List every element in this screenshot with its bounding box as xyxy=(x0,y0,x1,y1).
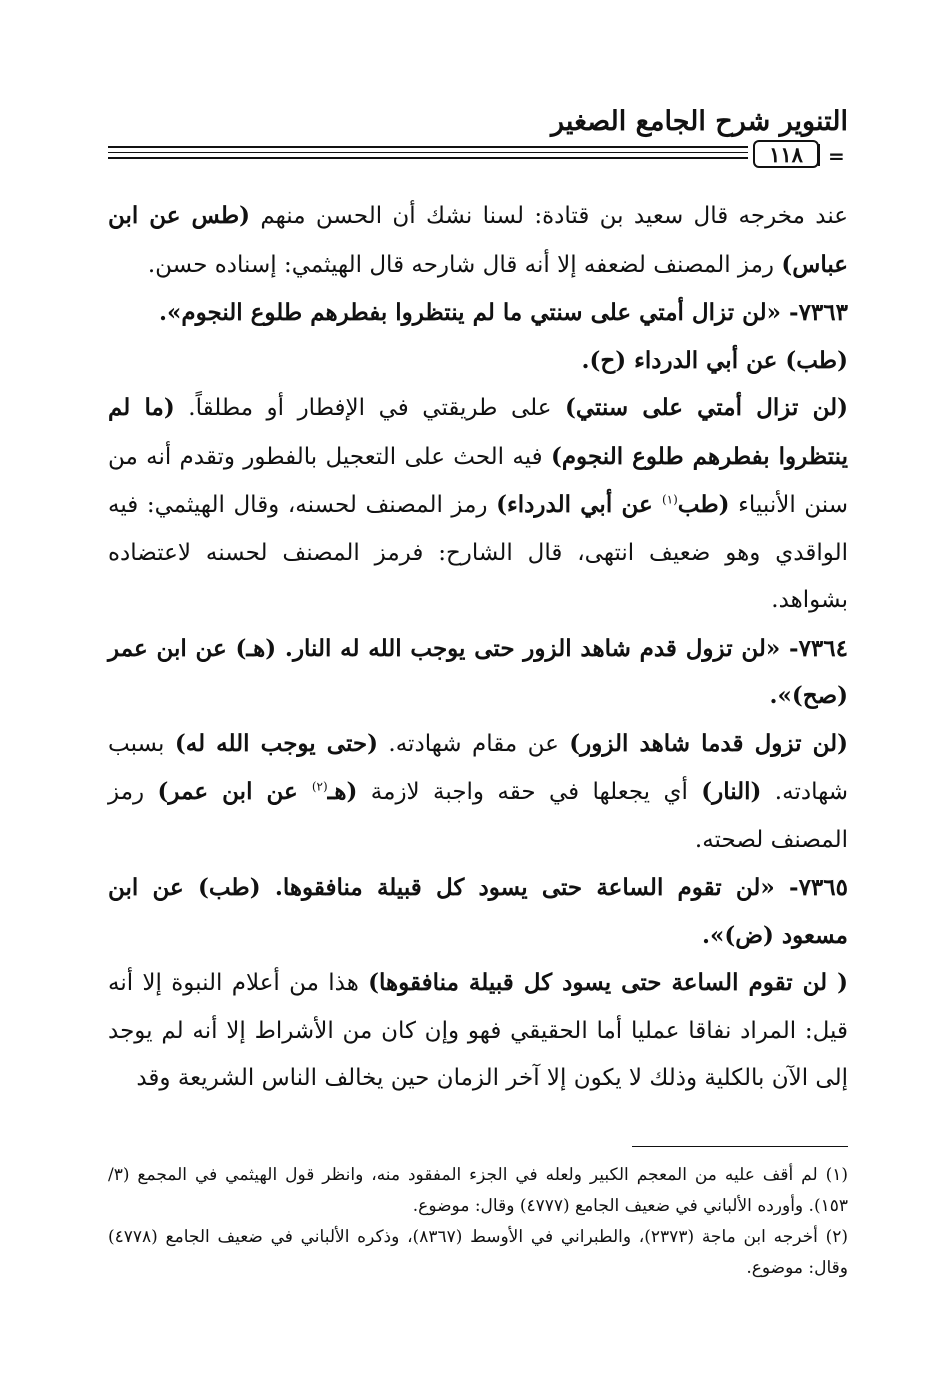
page-header xyxy=(108,96,848,176)
header-rule-line xyxy=(108,146,748,148)
hadith-7363: ٧٣٦٣- «لن تزال أمتي على سنتي ما لم ينتظروا بفطرهم طلوع النجوم». xyxy=(158,299,848,326)
header-end-mark-icon: = xyxy=(828,144,845,168)
page-number: ١١٨ xyxy=(753,140,819,168)
footnote: (٢) أخرجه ابن ماجة (٢٣٧٣)، والطبراني في الأوسط (٨٣٦٧)، وذكره الألباني في ضعيف الجامع (٤٧٧٨) وقال: موضوع. xyxy=(108,1227,848,1278)
main-text xyxy=(108,192,848,1103)
footnote: (١) لم أقف عليه من المعجم الكبير ولعله في الجزء المفقود منه، وانظر قول الهيثمي في المجمع (٣/ ١٥٣). وأورده الألباني في ضعيف الجامع (٤٧٧٧) وقال: موضوع. xyxy=(108,1165,848,1216)
footnote-separator xyxy=(632,1146,848,1147)
footnote-ref: (١) xyxy=(661,492,678,507)
footnotes xyxy=(108,1160,848,1284)
header-rule-line xyxy=(108,152,748,153)
paragraph: (لن تزال أمتي على سنتي) على طريقتي في الإفطار أو مطلقاً. (ما لم ينتظروا بفطرهم طلوع النجوم) فيه الحث على التعجيل بالفطور وتقدم أنه من سنن الأنبياء (طب$^{(١)}$ عن أبي الدرداء) رمز المصنف لحسنه، وقال الهيثمي: فيه الواقدي وهو ضعيف انتهى، قال الشارح: فرمز المصنف لحسنه لاعتضاده بشواهد. xyxy=(108,394,849,613)
header-rule xyxy=(108,140,848,170)
paragraph: ( لن تقوم الساعة حتى يسود كل قبيلة منافقوها) هذا من أعلام النبوة إلا أنه قيل: المراد نفاقا عمليا أما الحقيقي فهو وإن كان من الأشراط إلا أنه لم يوجد إلى الآن بالكلية وذلك لا يكون إلا آخر الزمان حين يخالف الناس الشريعة وقد xyxy=(108,969,848,1091)
paragraph: عند مخرجه قال سعيد بن قتادة: لسنا نشك أن الحسن منهم (طس عن ابن عباس) رمز المصنف لضعفه إلا أنه قال شارحه قال الهيثمي: إسناده حسن. xyxy=(108,202,848,278)
footnote-ref: (٢) xyxy=(311,779,328,794)
hadith-7365: ٧٣٦٥- «لن تقوم الساعة حتى يسود كل قبيلة منافقوها. (طب) عن ابن مسعود (ض)». xyxy=(108,874,848,949)
paragraph: (لن تزول قدما شاهد الزور) عن مقام شهادته. (حتى يوجب الله له) بسبب شهادته. (النار) أي يجعلها في حقه واجبة لازمة (هـ$^{(٢)}$ عن ابن عمر) رمز المصنف لصحته. xyxy=(108,729,848,853)
book-title: التنوير شرح الجامع الصغير xyxy=(551,106,848,137)
hadith-7363-source: (طب) عن أبي الدرداء (ح). xyxy=(581,346,848,374)
hadith-7364: ٧٣٦٤- «لن تزول قدم شاهد الزور حتى يوجب الله له النار. (هـ) عن ابن عمر (صح)». xyxy=(108,634,848,709)
header-rule-line xyxy=(108,157,748,159)
